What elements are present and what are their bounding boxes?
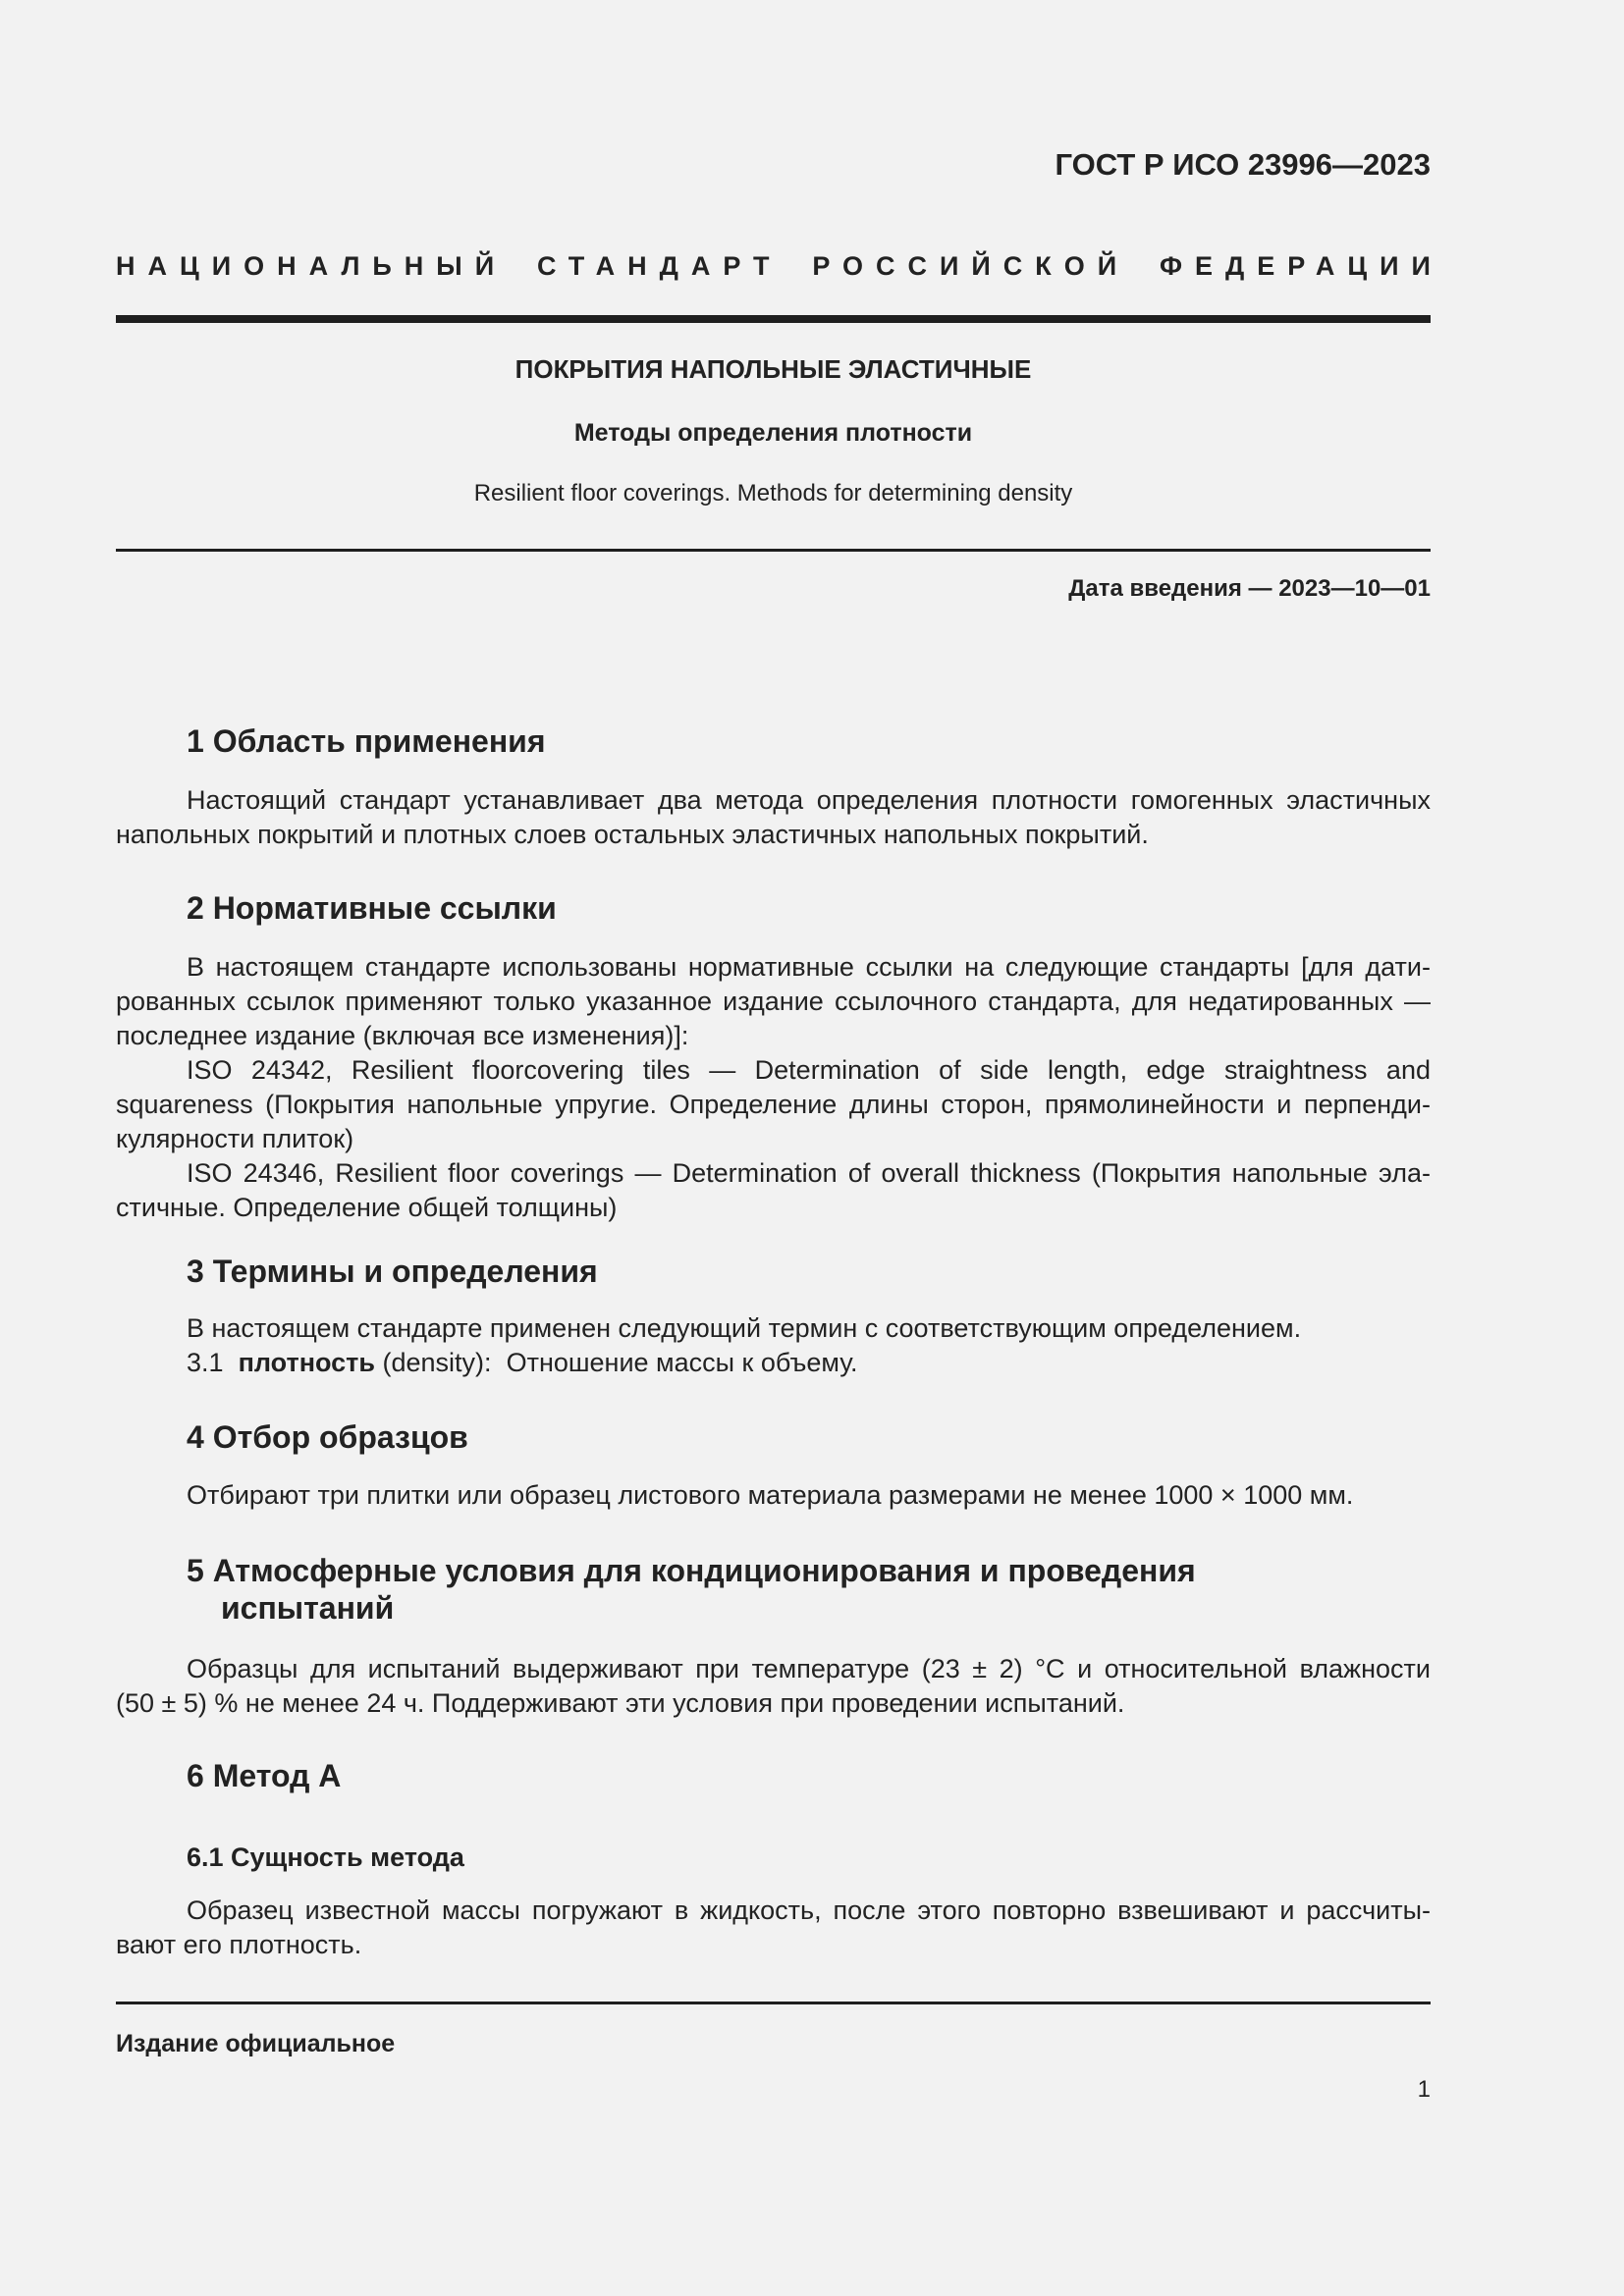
title-divider	[116, 549, 1431, 552]
heading-line: 5 Атмосферные условия для кондиционирования и проведения	[187, 1553, 1196, 1588]
text-line: последнее издание (включая все изменения)]:	[116, 1021, 689, 1050]
text-line: вают его плотность.	[116, 1930, 362, 1959]
text-line: Образец известной массы погружают в жидкость, после этого повторно взвешивают и рассчиты-	[187, 1896, 1431, 1925]
term-english: (density):	[382, 1348, 492, 1377]
text-line: кулярности плиток)	[116, 1124, 354, 1153]
section-3-heading: 3 Термины и определения	[187, 1254, 598, 1289]
term-definition	[187, 1348, 858, 1378]
introduction-date: Дата введения — 2023—10—01	[1068, 575, 1431, 602]
section-6-heading: 6 Метод А	[187, 1758, 342, 1793]
footer-divider	[116, 2002, 1431, 2004]
national-standard-banner	[116, 251, 1443, 282]
header-divider	[116, 315, 1431, 323]
page-number: 1	[1417, 2076, 1431, 2103]
text-line: В настоящем стандарте использованы нормативные ссылки на следующие стандарты [для дати-	[187, 952, 1431, 982]
section-1-heading: 1 Область применения	[187, 723, 546, 759]
english-title: Resilient floor coverings. Methods for determining density	[473, 480, 1073, 507]
section-2-text	[116, 950, 1431, 1225]
section-5-heading	[187, 1552, 1196, 1627]
definition-text: Отношение массы к объему.	[506, 1348, 858, 1377]
text-line: Образцы для испытаний выдерживают при температуре (23 ± 2) °С и относительной влажности	[187, 1654, 1431, 1683]
official-edition-label: Издание официальное	[116, 2030, 396, 2057]
text-line: Настоящий стандарт устанавливает два метода определения плотности гомогенных эластичных	[187, 785, 1431, 815]
text-line: ISO 24346, Resilient floor coverings — Determination of overall thickness (Покрытия напольные эла-	[187, 1158, 1431, 1188]
document-subtitle: Методы определения плотности	[573, 419, 973, 447]
section-5-text	[116, 1652, 1431, 1721]
banner-word: СТАНДАРТ	[536, 251, 783, 281]
banner-word: ФЕДЕРАЦИИ	[1160, 251, 1443, 281]
heading-line: испытаний	[221, 1590, 395, 1626]
banner-word: НАЦИОНАЛЬНЫЙ	[116, 251, 508, 281]
section-4-heading: 4 Отбор образцов	[187, 1419, 468, 1455]
section-3-intro: В настоящем стандарте применен следующий термин с соответствующим определением.	[187, 1313, 1302, 1343]
subsection-6-1-heading: 6.1 Сущность метода	[187, 1842, 464, 1872]
text-line: стичные. Определение общей толщины)	[116, 1193, 618, 1222]
term-number: 3.1	[187, 1348, 224, 1377]
text-line: рованных ссылок применяют только указанное издание ссылочного стандарта, для недатированных —	[116, 987, 1431, 1016]
banner-word: РОССИЙСКОЙ	[812, 251, 1130, 281]
document-page	[116, 0, 1443, 2296]
section-1-text	[116, 783, 1431, 852]
text-line: ISO 24342, Resilient floorcovering tiles — Determination of side length, edge straightness and	[187, 1055, 1431, 1085]
text-line: squareness (Покрытия напольные упругие. Определение длины сторон, прямолинейности и перпенди-	[116, 1090, 1431, 1119]
document-code: ГОСТ Р ИСО 23996—2023	[1055, 147, 1431, 182]
text-line: (50 ± 5) % не менее 24 ч. Поддерживают эти условия при проведении испытаний.	[116, 1688, 1125, 1718]
term: плотность	[238, 1348, 375, 1377]
document-title: ПОКРЫТИЯ НАПОЛЬНЫЕ ЭЛАСТИЧНЫЕ	[514, 354, 1032, 384]
section-6-text	[116, 1894, 1431, 1962]
text-line: напольных покрытий и плотных слоев остальных эластичных напольных покрытий.	[116, 820, 1149, 849]
section-2-heading: 2 Нормативные ссылки	[187, 890, 557, 926]
section-4-text: Отбирают три плитки или образец листового материала размерами не менее 1000 × 1000 мм.	[187, 1480, 1354, 1510]
